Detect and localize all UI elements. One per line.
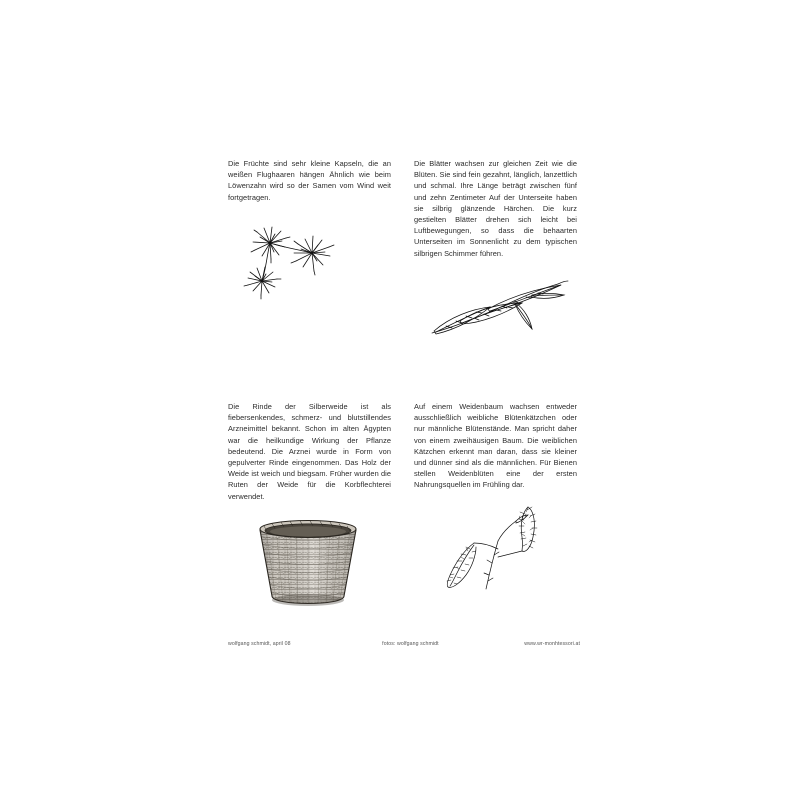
- figure-bottom-right: [414, 497, 577, 607]
- paragraph-fruits: Die Früchte sind sehr kleine Kapseln, die an weißen Flughaaren hängen Ähnlich wie beim Löwenzahn wird so der Samen vom Wind weit fortgetragen.: [228, 159, 391, 202]
- figure-top-right: [414, 265, 577, 375]
- seed-capsules-illustration: [234, 223, 344, 308]
- willow-catkins-illustration: [432, 497, 560, 602]
- footer-photo-credit: fotos: wolfgang schmidt: [382, 641, 439, 647]
- figure-top-left: [228, 209, 391, 319]
- footer-author: wolfgang schmidt, april 08: [228, 641, 291, 647]
- column-top-right: [414, 158, 577, 375]
- column-bottom-right: [414, 401, 577, 607]
- paragraph-leaves: Die Blätter wachsen zur gleichen Zeit wie die Blüten. Sie sind fein gezahnt, länglich, lanzettlich und schmal. Ihre Länge beträgt zwischen fünf und zehn Zentimeter Auf der Unterseite haben sie silbrig glänzende Härchen. Die kurz gestielten Blätter drehen sich leicht bei Luftbewegungen, so dass die behaarten Unterseiten im Sonnenlicht zu dem typischen silbrigen Schimmer führen.: [414, 159, 577, 258]
- paragraph-catkins: Auf einem Weidenbaum wachsen entweder ausschließlich weibliche Blütenkätzchen oder nur männliche Blütenstände. Man spricht daher von einem zweihäusigen Baum. Die weiblichen Kätzchen erkennt man daran, dass sie kleiner und dünner sind als die männlichen. Für Bienen stellen Weidenblüten eine der ersten Nahrungsquellen im Frühling dar.: [414, 402, 577, 490]
- column-top-left: [228, 158, 391, 319]
- willow-leaves-illustration: [424, 271, 569, 349]
- page-footer: [228, 641, 580, 647]
- page-content: [228, 158, 580, 658]
- column-bottom-left: [228, 401, 391, 618]
- wicker-basket-illustration: [252, 512, 364, 612]
- footer-website: www.wr-monhtessori.at: [524, 641, 580, 647]
- figure-bottom-left: [228, 508, 391, 618]
- paragraph-bark: Die Rinde der Silberweide ist als fiebersenkendes, schmerz- und blutstillendes Arzneimittel bekannt. Schon im alten Ägypten war die heilkundige Wirkung der Pflanze bedeutend. Die Arznei wurde in Form von gepulverter Rinde eingenommen. Das Holz der Weide ist weich und biegsam. Früher wurden die Ruten der Weide für die Korbflechterei verwendet.: [228, 402, 391, 501]
